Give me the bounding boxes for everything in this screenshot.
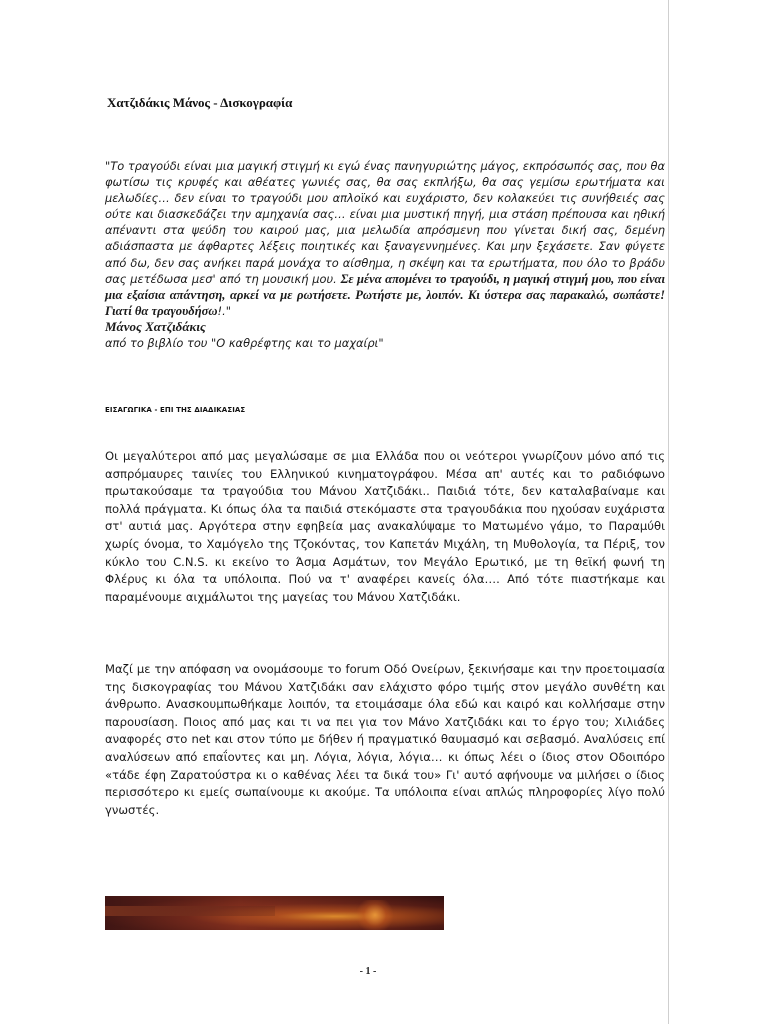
page-number: - 1 - bbox=[359, 966, 377, 977]
quote-source: από το βιβλίο του "Ο καθρέφτης και το μαχαίρι" bbox=[105, 336, 384, 351]
page-edge-rule bbox=[668, 0, 669, 1024]
intro-paragraph: Οι μεγαλύτεροι από μας μεγαλώσαμε σε μια Ελλάδα που οι νεότεροι γνωρίζουν μόνο από τις ασπρόμαυρες ταινίες του Ελληνικού κινηματογράφου. Μέσα απ' αυτές και το ραδιόφωνο πρωτακούσαμε τα τραγούδια του Μάνου Χατζιδάκι.. Παιδιά τότε, δεν καταλαβαίναμε και πολλά πράγματα. Κι όπως όλα τα παιδιά στεκόμαστε στα τραγουδάκια που ηχούσαν ευχάριστα στ' αυτιά μας. Αργότερα στην εφηβεία μας ανακαλύψαμε το Ματωμένο γάμο, το Παραμύθι χωρίς όνομα, το Χαμόγελο της Τζοκόντας, τον Καπετάν Μιχάλη, τη Μυθολογία, τα Πέριξ, τον κύκλο του C.N.S. κι εκείνο το Άσμα Ασμάτων, τον Μεγάλο Ερωτικό, με τη θεϊκή φωνή τη Φλέρυς κι όλα τα υπόλοιπα. Πού να τ' αναφέρει κανείς όλα…. Από τότε πιαστήκαμε και παραμένουμε αιχμάλωτοι της μαγείας του Μάνου Χατζιδάκι. bbox=[105, 449, 665, 604]
page-title: Χατζιδάκις Μάνος - Δισκογραφία bbox=[107, 95, 293, 110]
opening-quote bbox=[105, 158, 665, 351]
quote-text: "Το τραγούδι είναι μια μαγική στιγμή κι εγώ ένας πανηγυριώτης μάγος, εκπρόσωπός σας, που θα φωτίσω τις κρυφές και αθέατες γωνιές σας, θα σας εκπλήξω, θα σας γεμίσω ερωτήματα και μελωδίες… δεν είναι το τραγούδι μου απλοϊκό και ευχάριστο, δεν κολακεύει τις συνήθειές σας ούτε και διασκεδάζει την αμηχανία σας… είναι μια μυστική πηγή, μια στάση πρέπουσα και ηθική απέναντι στα ψεύδη του καιρού μας, μια μελωδία απρόσμενη που γίνεται δική σας, δεμένη αδιάσπαστα με άφθαρτες λέξεις ποιητικές και ξαναγεννημένες. Και μην ξεχάσετε. Σαν φύγετε από δω, δεν σας ανήκει παρά μονάχα το αίσθημα, η σκέψη και τα ερωτήματα, που όλο το βράδυ σας μετέδωσα μεσ' από τη μουσική μου. bbox=[105, 159, 665, 286]
quote-emphasis: Σε μένα απομένει το τραγούδι, η μαγική στιγμή μου, που είναι μια εξαίσια απάντηση, αρκεί να με ρωτήσετε. Ρωτήστε με, λοιπόν. Κι ύστερα σας παρακαλώ, σωπάστε! Γιατί θα τραγουδήσω bbox=[105, 271, 665, 318]
section-heading: ΕΙΣΑΓΩΓΙΚΑ - ΕΠΙ ΤΗΣ ΔΙΑΔΙΚΑΣΙΑΣ bbox=[105, 406, 246, 414]
concert-photo-streak bbox=[105, 906, 275, 916]
concert-photo-light bbox=[355, 900, 395, 930]
quote-ending: !." bbox=[217, 303, 231, 318]
quote-author: Μάνος Χατζιδάκις bbox=[105, 318, 206, 334]
forum-paragraph: Μαζί με την απόφαση να ονομάσουμε το forum Οδό Ονείρων, ξεκινήσαμε και την προετοιμασία της δισκογραφίας του Μάνου Χατζιδάκι σαν ελάχιστο φόρο τιμής στον μεγάλο συνθέτη και άνθρωπο. Ανασκουμπωθήκαμε λοιπόν, τα ετοιμάσαμε όλα εδώ και καιρό και κολλήσαμε στην παρουσίαση. Ποιος από μας και τι να πει για τον Μάνο Χατζιδάκι και το έργο του; Χιλιάδες αναφορές στο net και στον τύπο με δήθεν ή πραγματικό θαυμασμό και σεβασμό. Αναλύσεις επί αναλύσεων από επαΐοντες και μη. Λόγια, λόγια, λόγια… κι όπως λέει ο ίδιος στον Οδοιπόρο «τάδε έφη Ζαρατούστρα κι ο καθένας λέει τα δικά του» Γι' αυτό αφήνουμε να μιλήσει ο ίδιος περισσότερο κι εμείς σωπαίνουμε κι ακούμε. Τα υπόλοιπα είναι απλώς πληροφορίες λίγο πολύ γνωστές. bbox=[105, 662, 665, 817]
